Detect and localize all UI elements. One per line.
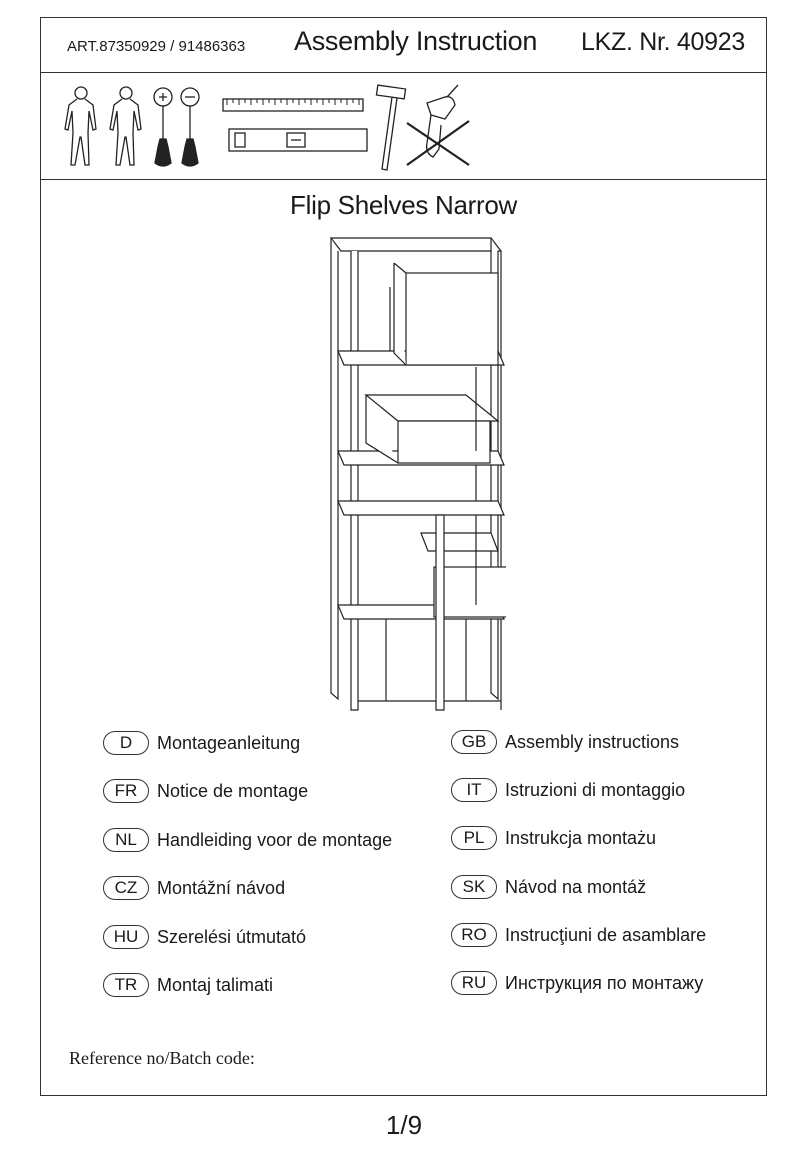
language-row bbox=[451, 730, 679, 754]
language-text: Montageanleitung bbox=[157, 732, 301, 753]
language-code-badge: HU bbox=[103, 925, 149, 949]
language-row bbox=[103, 828, 392, 852]
tools-row bbox=[41, 73, 766, 180]
flat-screwdriver-icon bbox=[181, 88, 199, 166]
two-persons-icon bbox=[65, 87, 141, 165]
header-row bbox=[41, 18, 766, 73]
lkz-number: LKZ. Nr. 40923 bbox=[581, 28, 745, 56]
language-code-badge: TR bbox=[103, 973, 149, 997]
language-text: Szerelési útmutató bbox=[157, 926, 307, 947]
language-code-badge: GB bbox=[451, 730, 497, 754]
language-text: Montaj talimati bbox=[157, 974, 274, 995]
reference-batch-label: Reference no/Batch code: bbox=[69, 1048, 255, 1068]
language-row bbox=[451, 826, 656, 850]
language-row bbox=[103, 973, 273, 997]
instruction-frame bbox=[40, 17, 767, 1096]
language-row bbox=[103, 925, 306, 949]
language-code-badge: SK bbox=[451, 875, 497, 899]
language-row bbox=[451, 971, 703, 995]
language-code-badge: NL bbox=[103, 828, 149, 852]
hammer-icon bbox=[376, 85, 405, 170]
language-text: Инструкция по монтажу bbox=[505, 972, 704, 993]
language-row bbox=[451, 875, 646, 899]
language-row bbox=[451, 923, 706, 947]
product-name: Flip Shelves Narrow bbox=[290, 190, 517, 220]
language-code-badge: IT bbox=[451, 778, 497, 802]
language-code-badge: FR bbox=[103, 779, 149, 803]
no-power-drill-icon bbox=[407, 85, 469, 165]
language-text: Návod na montáž bbox=[505, 876, 647, 897]
language-text: Instrucţiuni de asamblare bbox=[505, 924, 707, 945]
language-text: Montážní návod bbox=[157, 877, 286, 898]
language-row bbox=[451, 778, 685, 802]
language-code-badge: RO bbox=[451, 923, 497, 947]
language-code-badge: CZ bbox=[103, 876, 149, 900]
article-number: ART.87350929 / 91486363 bbox=[67, 38, 246, 55]
language-row bbox=[103, 876, 285, 900]
language-text: Notice de montage bbox=[157, 780, 309, 801]
ruler-icon bbox=[223, 99, 363, 111]
language-code-badge: PL bbox=[451, 826, 497, 850]
spirit-level-icon bbox=[229, 129, 367, 151]
document-title: Assembly Instruction bbox=[294, 26, 538, 56]
phillips-screwdriver-icon bbox=[154, 88, 172, 166]
language-row bbox=[103, 779, 308, 803]
language-text: Instrukcja montażu bbox=[505, 827, 657, 848]
language-text: Assembly instructions bbox=[505, 731, 680, 752]
page-number: 1/9 bbox=[385, 1110, 423, 1140]
language-text: Istruzioni di montaggio bbox=[505, 779, 686, 800]
language-code-badge: D bbox=[103, 731, 149, 755]
bookshelf-illustration bbox=[326, 233, 506, 713]
language-code-badge: RU bbox=[451, 971, 497, 995]
language-text: Handleiding voor de montage bbox=[157, 829, 393, 850]
language-row bbox=[103, 731, 300, 755]
